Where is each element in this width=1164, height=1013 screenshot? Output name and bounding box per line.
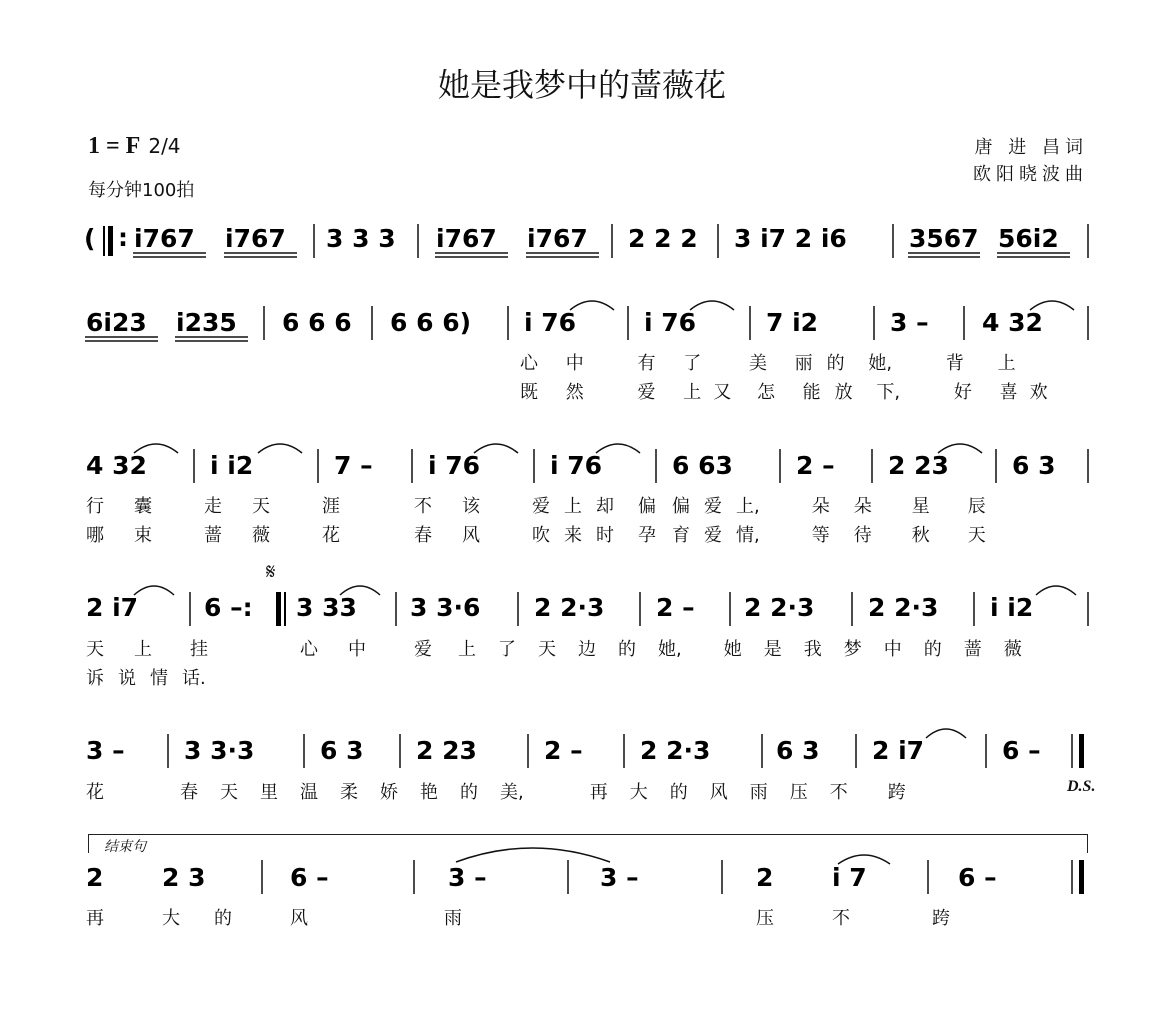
note-group: i767 xyxy=(436,224,497,253)
note-group: i235 xyxy=(176,308,237,337)
lyric-syllable: 薇 xyxy=(1003,639,1022,660)
lyric-syllable: 了 xyxy=(683,353,702,374)
note-group: 2 i7 xyxy=(86,593,139,622)
lyric-syllable: 心 xyxy=(300,639,318,660)
lyric-syllable: 花 xyxy=(322,525,340,546)
lyric-syllable: 天 xyxy=(86,639,104,660)
lyric-verse1-line1 xyxy=(520,349,1016,375)
lyric-syllable: 朵 xyxy=(811,496,830,517)
final-barline xyxy=(1079,860,1084,894)
note-group: 7 i2 xyxy=(766,308,819,337)
lyric-syllable: 上 xyxy=(458,639,476,660)
lyric-syllable: 涯 xyxy=(322,496,340,517)
lyric-syllable: 好 xyxy=(953,382,972,403)
lyric-syllable: 大 xyxy=(162,908,180,929)
lyric-syllable: 来时 xyxy=(564,525,628,546)
lyric-syllable: 是 xyxy=(763,639,782,660)
lyric-syllable: 中 xyxy=(565,353,584,374)
note-group: 2 2·3 xyxy=(744,593,815,622)
note-group: 2 – xyxy=(544,736,583,765)
lyric-syllable: 春 xyxy=(414,525,432,546)
note-group: 6 3 xyxy=(1012,451,1056,480)
lyric-syllable: 爱 xyxy=(637,382,656,403)
lyric-syllable: 吹 xyxy=(532,525,550,546)
repeat-end-thick xyxy=(276,592,281,626)
lyric-syllable: 束 xyxy=(134,525,152,546)
lyric-syllable: 边 xyxy=(578,639,596,660)
lyric-syllable: 风 xyxy=(290,908,308,929)
lyric-syllable: 天 xyxy=(252,496,270,517)
lyric-verse1-line2 xyxy=(86,492,986,518)
note-group: 7 – xyxy=(334,451,373,480)
lyric-verse2-line1 xyxy=(520,378,1060,404)
repeat-dots: : xyxy=(118,223,128,252)
note-group: 3 i7 2 i6 xyxy=(734,224,847,253)
note-group: 2 2·3 xyxy=(640,736,711,765)
lyric-syllable: 天 xyxy=(967,525,986,546)
note-group: 4 32 xyxy=(86,451,147,480)
note-group: 3 3 3 xyxy=(326,224,396,253)
lyric-syllable: 的 xyxy=(923,639,942,660)
lyric-syllable: 既 xyxy=(520,382,538,403)
lyric-syllable: 星 xyxy=(911,496,930,517)
note-group: 6i23 xyxy=(86,308,147,337)
lyric-syllable: 心 xyxy=(520,353,538,374)
lyric-syllable: 蔷 xyxy=(204,525,222,546)
lyric-syllable: 不 xyxy=(829,782,848,803)
note-group: i 76 xyxy=(428,451,481,480)
lyric-syllable: 喜欢 xyxy=(999,382,1060,403)
lyric-verse2-line2 xyxy=(86,521,986,547)
lyric-syllable: 丽的 xyxy=(794,353,859,374)
lyric-syllable: 行 xyxy=(86,496,104,517)
note-group: 3 – xyxy=(86,736,125,765)
segno-sign: 𝄋 xyxy=(266,560,276,585)
lyric-syllable: 雨 xyxy=(444,908,462,929)
lyric-syllable: 蔷 xyxy=(963,639,982,660)
lyric-syllable: 朵 xyxy=(853,496,872,517)
lyric-syllable: 上又 xyxy=(683,382,744,403)
key-do: 1 = F xyxy=(88,133,141,159)
lyric-verse2-line3 xyxy=(86,664,206,690)
lyric-syllable: 该 xyxy=(462,496,480,517)
lyric-syllable: 艳 xyxy=(420,782,438,803)
lyric-syllable: 的 xyxy=(214,908,232,929)
repeat-end-thin xyxy=(284,592,286,626)
lyric-syllable: 跨 xyxy=(932,908,950,929)
note-group: i i2 xyxy=(990,593,1034,622)
lyric-syllable: 薇 xyxy=(252,525,270,546)
lyric-syllable: 辰 xyxy=(967,496,986,517)
lyric-syllable: 能放 xyxy=(802,382,867,403)
lyric-syllable: 天 xyxy=(538,639,556,660)
lyric-syllable: 了 xyxy=(498,639,516,660)
lyric-syllable: 柔 xyxy=(340,782,358,803)
lyric-syllable: 花 xyxy=(86,782,104,803)
lyric-syllable: 上, xyxy=(736,496,760,517)
note-group: i 76 xyxy=(524,308,577,337)
lyric-syllable: 中 xyxy=(883,639,902,660)
note-group: 6 63 xyxy=(672,451,733,480)
note-group: 6 3 xyxy=(776,736,820,765)
lyricist-credit: 唐 进 昌词 xyxy=(974,137,1088,158)
note-group: i767 xyxy=(134,224,195,253)
lyric-syllable: 爱 xyxy=(532,496,550,517)
note-group: i 76 xyxy=(644,308,697,337)
note-group: 6 –: xyxy=(204,593,253,622)
note-group: i i2 xyxy=(210,451,254,480)
lyric-syllable: 她, xyxy=(868,353,893,374)
lyric-syllable: 偏爱 xyxy=(672,496,736,517)
note-group: i767 xyxy=(527,224,588,253)
lyric-syllable: 风 xyxy=(462,525,480,546)
lyric-syllable: 有 xyxy=(637,353,656,374)
lyric-syllable: 中 xyxy=(348,639,366,660)
lyric-verse1-line3 xyxy=(86,635,1022,661)
note-group: 2 2·3 xyxy=(868,593,939,622)
note-group: 2 xyxy=(86,863,104,892)
note-group: 2 3 xyxy=(162,863,206,892)
lyric-syllable: 育爱 xyxy=(672,525,736,546)
lyric-syllable: 等 xyxy=(811,525,830,546)
note-group: 6 – xyxy=(1002,736,1041,765)
ending-label: 结束句 xyxy=(104,839,146,855)
lyric-syllable: 温 xyxy=(300,782,318,803)
lyric-syllable: 背 xyxy=(945,353,964,374)
repeat-start-thick xyxy=(108,226,113,256)
lyric-syllable: 娇 xyxy=(380,782,398,803)
note-group: i767 xyxy=(225,224,286,253)
time-signature: 2/4 xyxy=(148,134,181,158)
lyric-syllable: 走 xyxy=(204,496,222,517)
note-group: 6 – xyxy=(958,863,997,892)
lyric-syllable: 上 xyxy=(134,639,152,660)
lyric-syllable: 下, xyxy=(876,382,901,403)
lyric-syllable: 挂 xyxy=(190,639,208,660)
lyric-syllable: 怎 xyxy=(756,382,775,403)
lyric-syllable: 她 xyxy=(723,639,742,660)
lyric-syllable: 不 xyxy=(832,908,850,929)
lyric-syllable: 上 xyxy=(997,353,1016,374)
lyric-syllable: 天 xyxy=(220,782,238,803)
lyric-syllable: 她, xyxy=(658,639,682,660)
lyric-syllable: 爱 xyxy=(414,639,432,660)
song-title: 她是我梦中的蔷薇花 xyxy=(437,66,726,104)
lyric-syllable: 的 xyxy=(669,782,688,803)
lyric-syllable: 待 xyxy=(853,525,872,546)
note-group: 3 – xyxy=(890,308,929,337)
note-group: 3 – xyxy=(448,863,487,892)
tempo-marking: 每分钟100拍 xyxy=(88,180,195,201)
note-group: 2 23 xyxy=(888,451,949,480)
open-paren: ( xyxy=(84,224,96,253)
lyric-syllable: 情 xyxy=(150,668,168,689)
note-group: 3 3·6 xyxy=(410,593,481,622)
lyric-syllable: 上却 xyxy=(564,496,628,517)
lyric-syllable: 说 xyxy=(118,668,136,689)
lyric-syllable: 偏 xyxy=(638,496,656,517)
lyric-syllable: 我 xyxy=(803,639,822,660)
lyric-syllable: 美 xyxy=(748,353,767,374)
note-group: 6 6 6) xyxy=(390,308,472,337)
note-group: 2 – xyxy=(796,451,835,480)
lyric-syllable: 不 xyxy=(414,496,432,517)
note-group: i 7 xyxy=(832,863,867,892)
note-group: 3567 xyxy=(909,224,979,253)
lyric-syllable: 跨 xyxy=(887,782,906,803)
lyric-syllable: 压 xyxy=(756,908,774,929)
lyric-syllable: 大 xyxy=(629,782,648,803)
lyric-syllable: 里 xyxy=(260,782,278,803)
note-group: 6 3 xyxy=(320,736,364,765)
lyric-line4 xyxy=(86,778,906,804)
lyric-syllable: 囊 xyxy=(134,496,152,517)
note-group: 56i2 xyxy=(998,224,1059,253)
lyric-syllable: 再 xyxy=(589,782,608,803)
lyric-syllable: 话. xyxy=(182,668,206,689)
ds-marking: D.S. xyxy=(1067,778,1096,795)
lyric-ending xyxy=(86,904,950,930)
lyric-syllable: 美, xyxy=(500,782,524,803)
note-group: i 76 xyxy=(550,451,603,480)
repeat-start-thin xyxy=(103,226,105,256)
lyric-syllable: 哪 xyxy=(86,525,104,546)
lyric-syllable: 的 xyxy=(618,639,636,660)
note-group: 2 xyxy=(756,863,774,892)
final-barline xyxy=(1079,734,1084,768)
note-group: 2 – xyxy=(656,593,695,622)
note-group: 3 33 xyxy=(296,593,357,622)
note-group: 6 – xyxy=(290,863,329,892)
lyric-syllable: 梦 xyxy=(843,639,862,660)
lyric-syllable: 的 xyxy=(460,782,478,803)
lyric-syllable: 诉 xyxy=(86,668,104,689)
lyric-syllable: 雨 xyxy=(749,782,768,803)
lyric-syllable: 风 xyxy=(709,782,728,803)
lyric-syllable: 再 xyxy=(86,908,104,929)
note-group: 4 32 xyxy=(982,308,1043,337)
note-group: 2 2·3 xyxy=(534,593,605,622)
lyric-syllable: 孕 xyxy=(638,525,656,546)
lyric-syllable: 春 xyxy=(180,782,198,803)
lyric-syllable: 情, xyxy=(736,525,760,546)
note-group: 6 6 6 xyxy=(282,308,352,337)
lyric-syllable: 秋 xyxy=(911,525,930,546)
composer-credit: 欧阳晓波曲 xyxy=(973,164,1088,185)
lyric-syllable: 压 xyxy=(789,782,808,803)
note-group: 3 – xyxy=(600,863,639,892)
note-group: 2 i7 xyxy=(872,736,925,765)
note-group: 2 2 2 xyxy=(628,224,698,253)
lyric-syllable: 然 xyxy=(565,382,584,403)
note-group: 3 3·3 xyxy=(184,736,255,765)
note-group: 2 23 xyxy=(416,736,477,765)
